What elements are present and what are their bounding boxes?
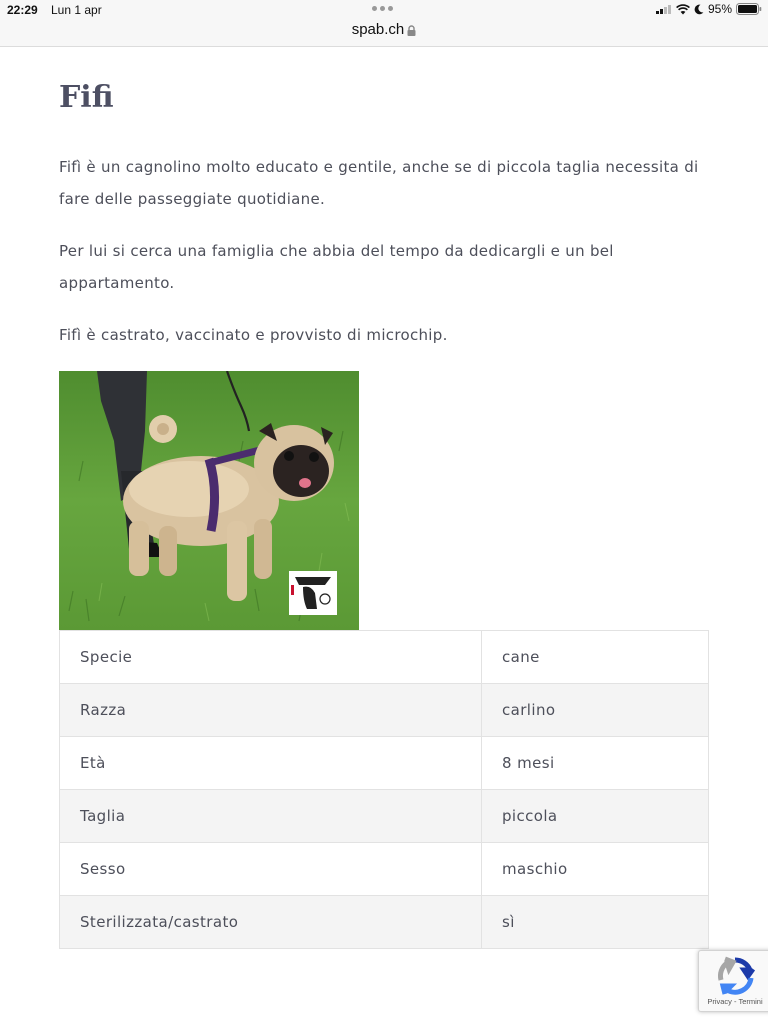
details-table xyxy=(59,630,709,949)
cellular-signal-icon xyxy=(656,4,672,14)
table-row xyxy=(60,684,709,737)
battery-icon xyxy=(736,3,762,15)
page-title: Fifi xyxy=(59,80,114,115)
detail-label: Età xyxy=(60,737,482,790)
description-paragraph: Fifì è castrato, vaccinato e provvisto di microchip. xyxy=(59,326,448,344)
pug-photo[interactable] xyxy=(59,371,359,630)
detail-label: Sterilizzata/castrato xyxy=(60,896,482,949)
table-row xyxy=(60,631,709,684)
detail-value: cane xyxy=(482,631,709,684)
recaptcha-links[interactable]: Privacy - Termini xyxy=(707,997,763,1006)
detail-label: Sesso xyxy=(60,843,482,896)
detail-label: Taglia xyxy=(60,790,482,843)
moon-icon xyxy=(694,4,704,15)
description-paragraph: Per lui si cerca una famiglia che abbia del tempo da dedicargli e un bel appartamento. xyxy=(59,242,614,292)
detail-label: Razza xyxy=(60,684,482,737)
status-bar xyxy=(0,0,768,47)
recaptcha-icon xyxy=(715,956,755,996)
detail-value: sì xyxy=(482,896,709,949)
pug-photo-image xyxy=(59,371,359,630)
table-row xyxy=(60,790,709,843)
battery-percent: 95% xyxy=(707,2,732,16)
recaptcha-badge[interactable] xyxy=(698,950,768,1012)
multitasking-dots-icon[interactable] xyxy=(372,6,393,11)
detail-label: Specie xyxy=(60,631,482,684)
detail-value: carlino xyxy=(482,684,709,737)
detail-value: piccola xyxy=(482,790,709,843)
detail-value: maschio xyxy=(482,843,709,896)
description-paragraph: Fifì è un cagnolino molto educato e gentile, anche se di piccola taglia necessita di fare delle passeggiate quotidiane. xyxy=(59,158,699,208)
clock: 22:29 xyxy=(7,3,38,17)
status-icons xyxy=(656,2,762,16)
date: Lun 1 apr xyxy=(51,3,102,17)
table-row xyxy=(60,737,709,790)
lock-icon xyxy=(407,25,416,36)
wifi-icon xyxy=(676,4,690,15)
table-row xyxy=(60,896,709,949)
table-row xyxy=(60,843,709,896)
address-bar[interactable] xyxy=(0,21,768,38)
url-text[interactable]: spab.ch xyxy=(351,21,405,38)
detail-value: 8 mesi xyxy=(482,737,709,790)
